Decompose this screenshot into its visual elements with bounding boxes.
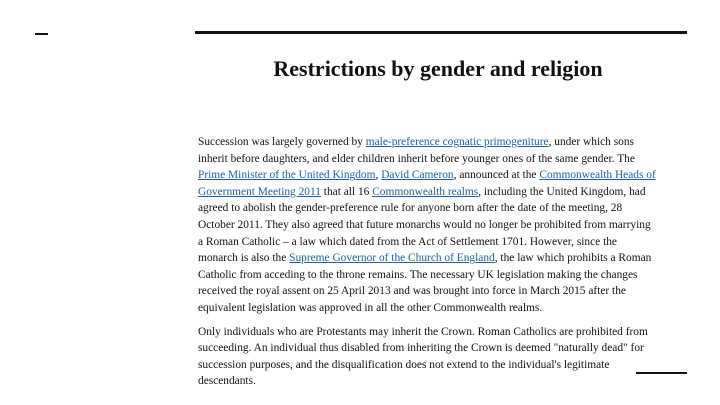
text-line: inherit before daughters, and elder children inherit before younger ones of the same gender. The <box>198 152 635 165</box>
text-line: Catholic from acceding to the throne remains. The necessary UK legislation making the changes <box>198 268 638 281</box>
paragraph-succession <box>198 134 690 317</box>
text-line: agreed to abolish the gender-preference rule for anyone born after the date of the meeting, 28 <box>198 202 623 215</box>
text-line: succession purposes, and the disqualification does not extend to the individual's legitimate <box>198 358 610 371</box>
bottom-right-dash <box>636 372 687 374</box>
top-left-dash <box>35 33 48 35</box>
link-commonwealth-realms[interactable]: Commonwealth realms <box>372 185 479 198</box>
text-line: Succession was largely governed by male-preference cognatic primogeniture, under which sons <box>198 136 634 148</box>
paragraph-religion <box>198 324 690 390</box>
text-line: equivalent legislation was approved in all the other Commonwealth realms. <box>198 301 543 314</box>
link-david-cameron[interactable]: David Cameron <box>381 169 454 182</box>
text-line: a Roman Catholic – a law which dated from the Act of Settlement 1701. However, since the <box>198 235 617 248</box>
text-line: descendants. <box>198 375 256 388</box>
link-supreme-governor[interactable]: Supreme Governor of the Church of England <box>289 252 495 265</box>
text-line: Prime Minister of the United Kingdom, David Cameron, announced at the Commonwealth Heads of <box>198 169 656 182</box>
text-line: Only individuals who are Protestants may inherit the Crown. Roman Catholics are prohibited from <box>198 325 648 338</box>
link-commonwealth-heads-meeting-cont[interactable]: Government Meeting 2011 <box>198 185 321 198</box>
top-rule <box>195 31 687 34</box>
link-male-preference-primogeniture[interactable]: male-preference cognatic primogeniture <box>365 136 549 148</box>
text-line: October 2011. They also agreed that future monarchs would no longer be prohibited from marrying <box>198 218 651 231</box>
text-line: monarch is also the Supreme Governor of the Church of England, the law which prohibits a Roman <box>198 252 652 265</box>
text-line: received the royal assent on 25 April 2013 and was brought into force in March 2015 after the <box>198 285 626 298</box>
page-title: Restrictions by gender and religion <box>273 56 603 81</box>
link-prime-minister-uk[interactable]: Prime Minister of the United Kingdom <box>198 169 376 182</box>
body-text <box>198 134 690 397</box>
text-line: succeeding. An individual thus disabled from inheriting the Crown is deemed "naturally dead" for <box>198 342 644 355</box>
text-line: Government Meeting 2011 that all 16 Commonwealth realms, including the United Kingdom, had <box>198 185 646 198</box>
link-commonwealth-heads-meeting[interactable]: Commonwealth Heads of <box>539 169 656 182</box>
